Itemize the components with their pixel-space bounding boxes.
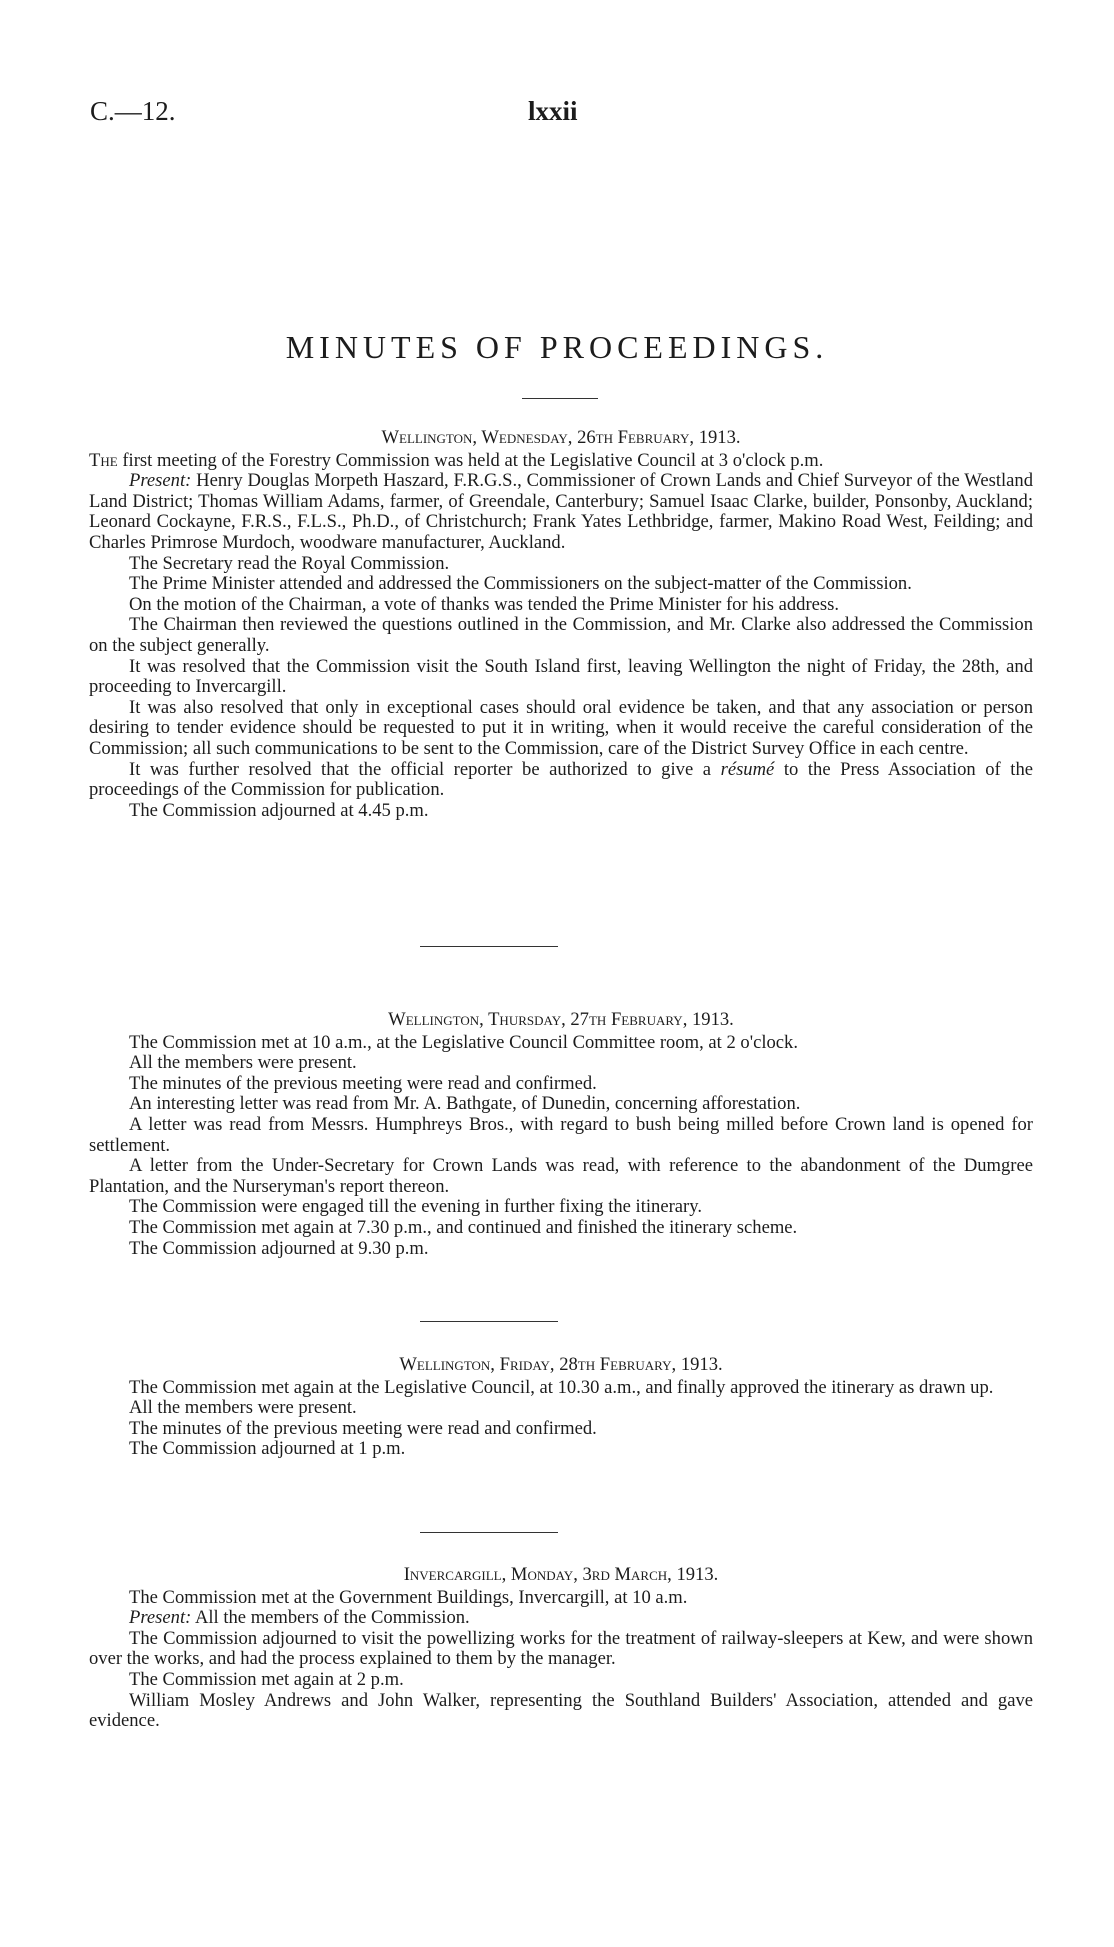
paragraph: The Secretary read the Royal Commission. bbox=[129, 552, 450, 574]
paragraph bbox=[89, 1608, 1033, 1629]
section-separator bbox=[420, 946, 558, 947]
paragraph-lead: The bbox=[89, 449, 118, 471]
paragraph: The Commission met at 10 a.m., at the Legislative Council Committee room, at 2 o'clock. bbox=[129, 1031, 798, 1053]
paragraph: The minutes of the previous meeting were read and confirmed. bbox=[129, 1417, 597, 1439]
paragraph: The Commission were engaged till the evening in further fixing the itinerary. bbox=[129, 1196, 702, 1218]
document-title: MINUTES OF PROCEEDINGS. bbox=[285, 329, 829, 365]
section-separator bbox=[420, 1321, 558, 1322]
paragraph: An interesting letter was read from Mr. A. Bathgate, of Dunedin, concerning afforestation. bbox=[129, 1093, 801, 1115]
paragraph-lead: Present: bbox=[129, 1607, 192, 1629]
paragraph: On the motion of the Chairman, a vote of thanks was tended the Prime Minister for his address. bbox=[129, 593, 840, 615]
section-date: Wellington, Thursday, 27th February, 1913. bbox=[388, 1009, 734, 1030]
section-date: Wellington, Friday, 28th February, 1913. bbox=[399, 1354, 723, 1375]
paragraph bbox=[89, 451, 1033, 472]
paragraph: The Commission adjourned at 9.30 p.m. bbox=[129, 1237, 429, 1259]
section-separator bbox=[420, 1532, 558, 1533]
section-date: Invercargill, Monday, 3rd March, 1913. bbox=[403, 1564, 719, 1585]
paragraph bbox=[89, 471, 1033, 553]
paragraph: The minutes of the previous meeting were read and confirmed. bbox=[129, 1072, 597, 1094]
paragraph-text: first meeting of the Forestry Commission was held at the Legislative Council at 3 o'clock p.m. bbox=[122, 449, 824, 471]
paragraph-text: All the members of the Commission. bbox=[194, 1607, 470, 1629]
paragraph: The Commission adjourned to visit the powellizing works for the treatment of railway-sleepers at Kew, and were shown over the works, and had the process explained to them by the manager. bbox=[89, 1627, 1033, 1670]
paragraph: The Commission met again at 7.30 p.m., and continued and finished the itinerary scheme. bbox=[129, 1216, 798, 1238]
title-rule bbox=[522, 398, 598, 399]
paragraph: The Commission met at the Government Buildings, Invercargill, at 10 a.m. bbox=[129, 1586, 688, 1608]
page-reference: C.—12. bbox=[90, 96, 176, 126]
paragraph: It was also resolved that only in exceptional cases should oral evidence be taken, and that any association or person desiring to tender evidence should be requested to put it in writing, when it would receive the careful consideration of the Commission; all such communications to be sent to the Commission, care of the District Survey Office in each centre. bbox=[89, 696, 1033, 759]
paragraph: A letter was read from Messrs. Humphreys Bros., with regard to bush being milled before Crown land is opened for settlement. bbox=[89, 1113, 1033, 1156]
paragraph-emphasis: résumé bbox=[720, 758, 775, 780]
paragraph: The Chairman then reviewed the questions outlined in the Commission, and Mr. Clarke also addressed the Commission on the subject generally. bbox=[89, 614, 1033, 656]
paragraph: A letter from the Under-Secretary for Crown Lands was read, with reference to the abandonment of the Dumgree Plantation, and the Nurseryman's report thereon. bbox=[89, 1155, 1033, 1197]
paragraph: All the members were present. bbox=[129, 1052, 357, 1074]
paragraph-text: Henry Douglas Morpeth Haszard, F.R.G.S., Commissioner of Crown Lands and Chief Surveyor of the Westland Land District; Thomas William Adams, farmer, of Greendale, Canterbury; Samuel Isaac Clarke, builder, Ponsonby, Auckland; Leonard Cockayne, F.R.S., F.L.S., Ph.D., of Christchurch; Frank Yates Lethbridge, farmer, Makino Road West, Feilding; and Charles Primrose Murdoch, woodware manufacturer, Auckland. bbox=[89, 470, 1033, 553]
paragraph: It was resolved that the Commission visit the South Island first, leaving Wellington the night of Friday, the 28th, and proceeding to Invercargill. bbox=[89, 655, 1033, 698]
paragraph-text: It was further resolved that the official reporter be authorized to give a bbox=[129, 758, 712, 780]
paragraph-text: to the Press Association of the proceedings of the Commission for publication. bbox=[89, 758, 1034, 801]
paragraph: William Mosley Andrews and John Walker, representing the Southland Builders' Association, attended and gave evidence. bbox=[89, 1689, 1033, 1732]
section-feb-28 bbox=[89, 1355, 1033, 1460]
paragraph: The Commission met again at the Legislative Council, at 10.30 a.m., and finally approved the itinerary as drawn up. bbox=[129, 1376, 994, 1398]
paragraph: The Prime Minister attended and addressed the Commissioners on the subject-matter of the Commission. bbox=[129, 573, 912, 595]
paragraph bbox=[89, 760, 1033, 801]
section-date: Wellington, Wednesday, 26th February, 1913. bbox=[381, 427, 741, 448]
paragraph: The Commission met again at 2 p.m. bbox=[129, 1668, 404, 1690]
paragraph: The Commission adjourned at 1 p.m. bbox=[129, 1438, 406, 1460]
section-mar-3 bbox=[89, 1565, 1033, 1732]
section-feb-27 bbox=[89, 1010, 1033, 1259]
paragraph-lead: Present: bbox=[129, 470, 192, 492]
section-feb-26 bbox=[89, 428, 1033, 821]
paragraph: The Commission adjourned at 4.45 p.m. bbox=[129, 799, 429, 821]
paragraph: All the members were present. bbox=[129, 1397, 357, 1419]
page-number: lxxii bbox=[528, 96, 578, 126]
